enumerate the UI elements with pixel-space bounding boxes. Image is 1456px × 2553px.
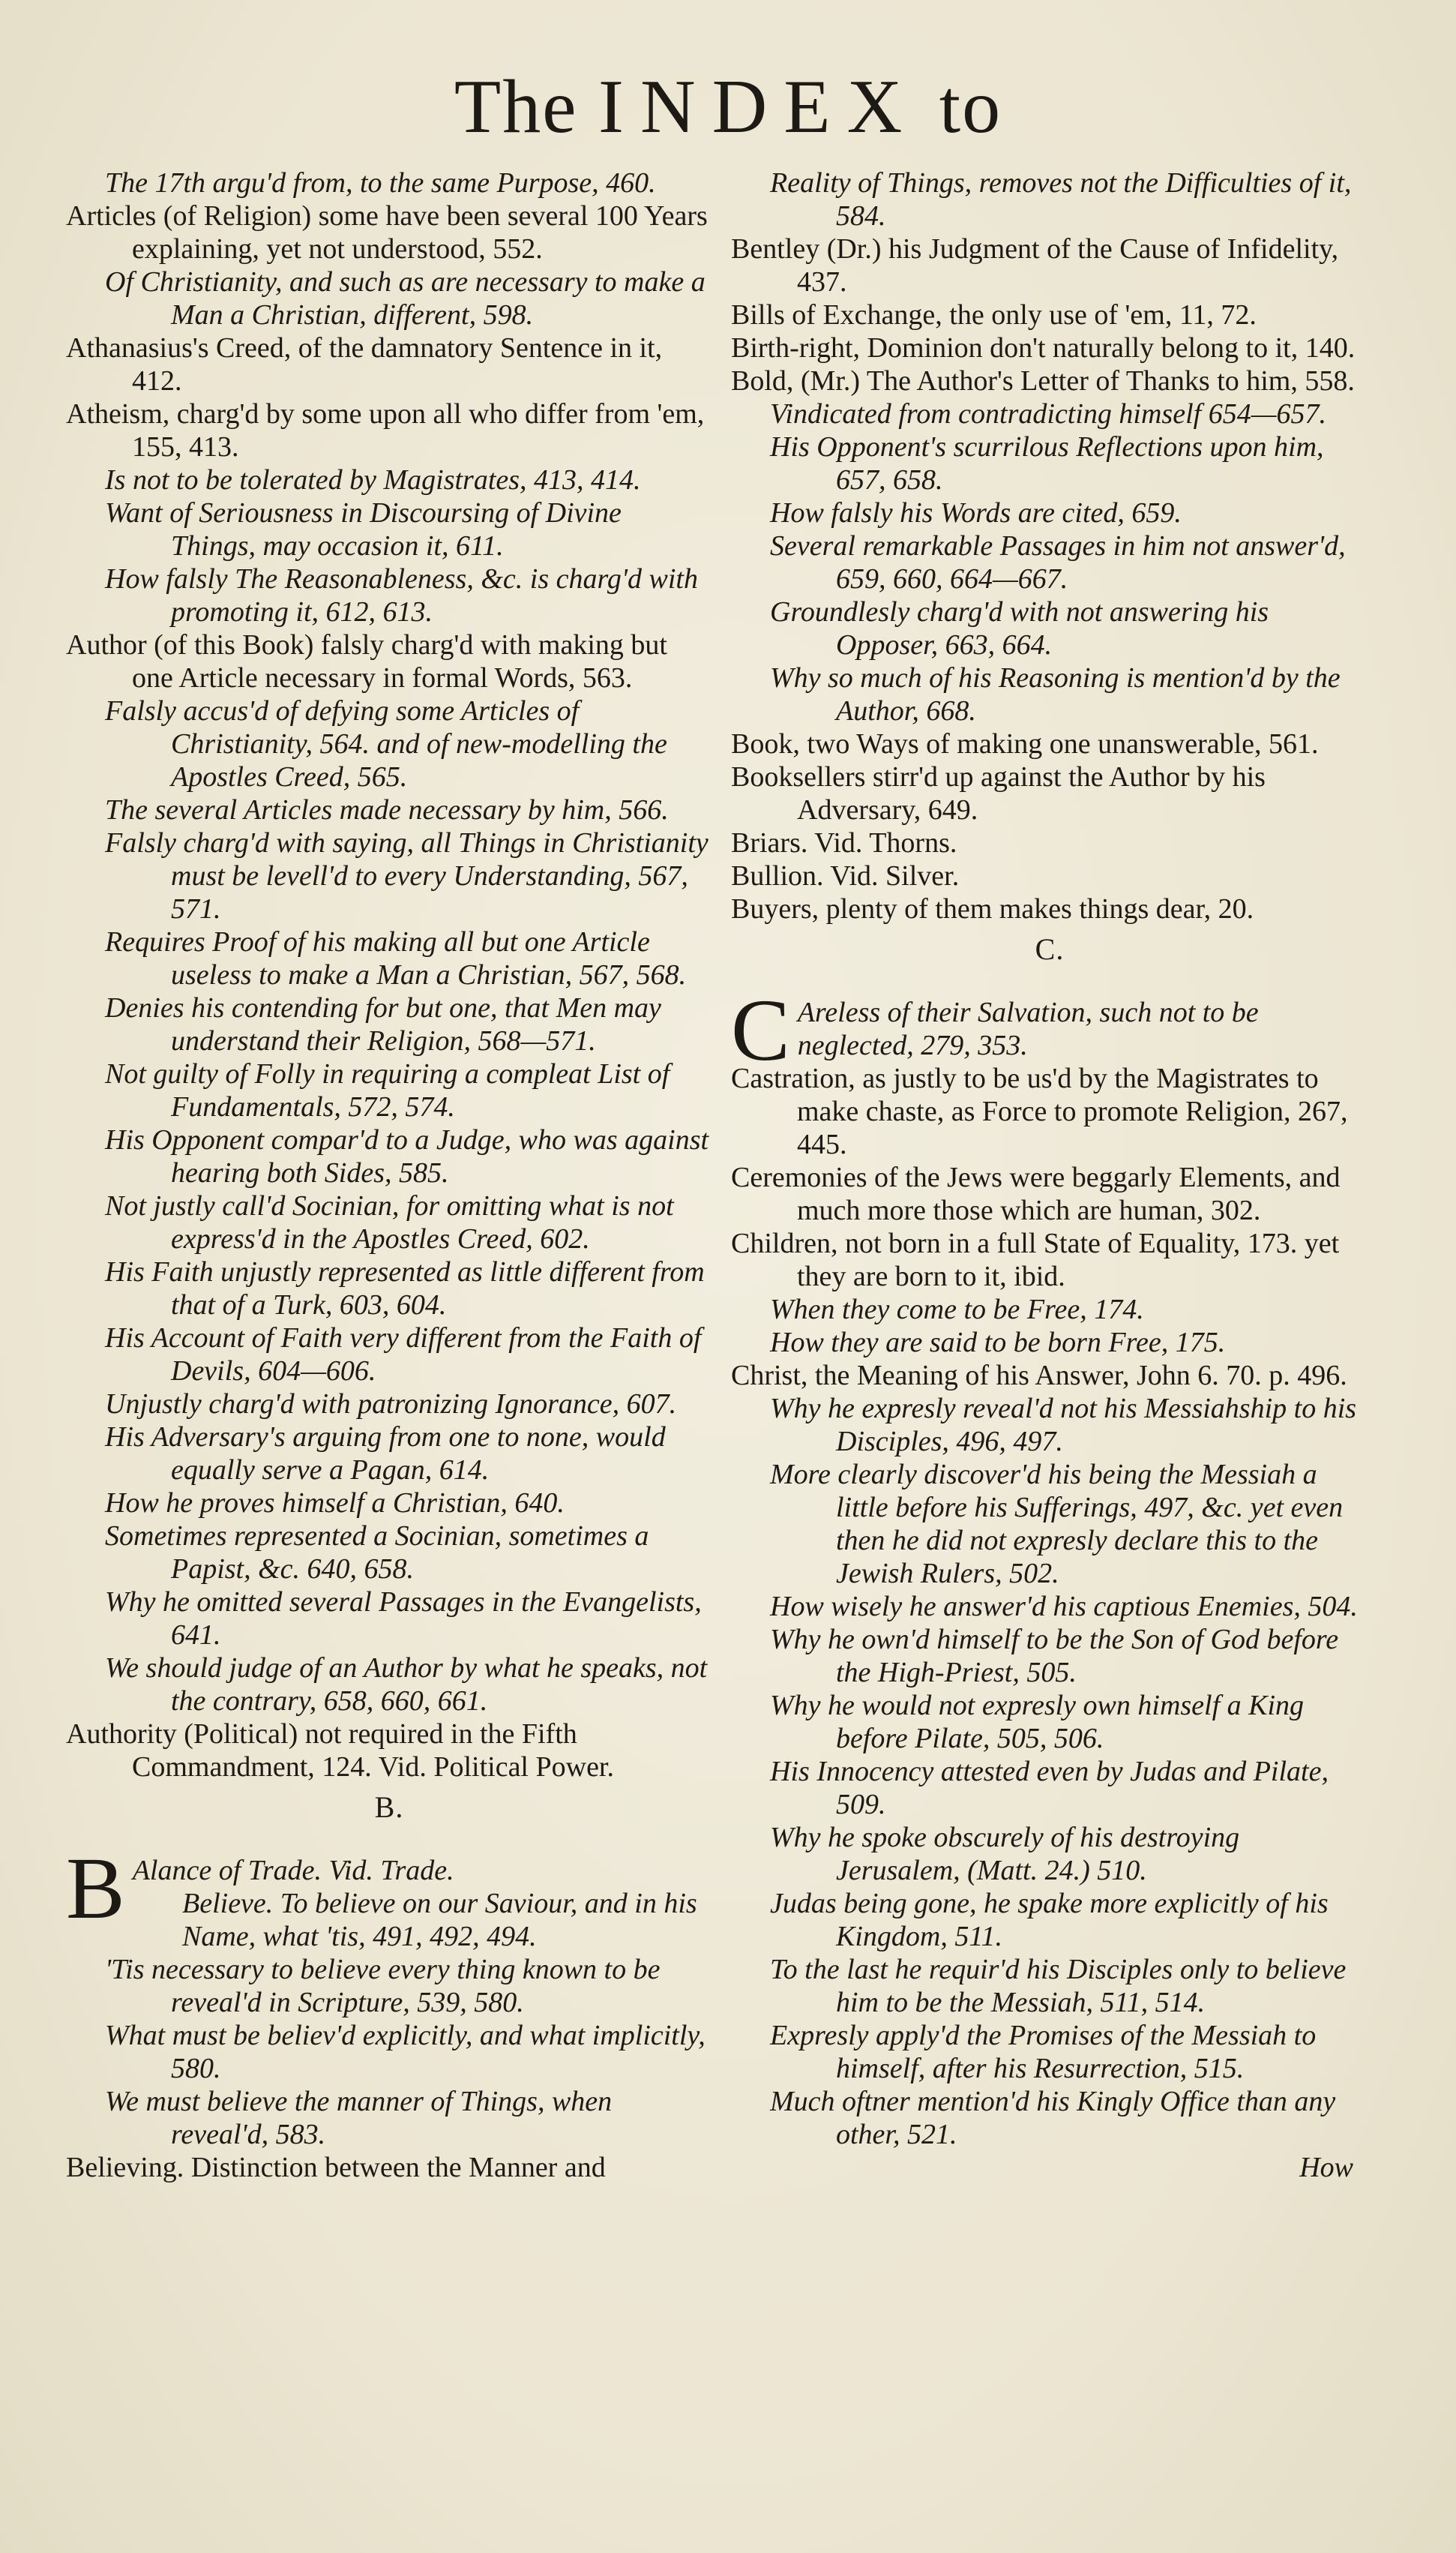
- drop-cap: B: [66, 1839, 125, 1937]
- index-subentry: Groundlesly charg'd with not answering his Opposer, 663, 664.: [770, 596, 1269, 661]
- index-subentry: Falsly charg'd with saying, all Things in Christianity must be levell'd to every Understanding, 567, 571.: [105, 827, 709, 925]
- index-subentry: Not justly call'd Socinian, for omitting what is not express'd in the Apostles Creed, 602.: [105, 1190, 674, 1255]
- index-heading-entry: Book, two Ways of making one unanswerable, 561.: [731, 728, 1319, 760]
- index-subentry: Is not to be tolerated by Magistrates, 413, 414.: [105, 464, 641, 496]
- index-heading-entry: Briars. Vid. Thorns.: [731, 827, 957, 859]
- index-subentry: How falsly The Reasonableness, &c. is charg'd with promoting it, 612, 613.: [105, 563, 698, 628]
- index-heading-entry: Believing. Distinction between the Manner and: [66, 2152, 606, 2183]
- index-heading-entry: Booksellers stirr'd up against the Author by his Adversary, 649.: [731, 761, 1266, 826]
- index-subentry: More clearly discover'd his being the Messiah a little before his Sufferings, 497, &c. yet even then he did not expresly declare this to the Jewish Rulers, 502.: [770, 1459, 1344, 1589]
- index-subentry: Why he spoke obscurely of his destroying Jerusalem, (Matt. 24.) 510.: [770, 1822, 1240, 1886]
- index-heading-entry: Bentley (Dr.) his Judgment of the Cause of Infidelity, 437.: [731, 233, 1339, 298]
- index-subentry: The several Articles made necessary by him, 566.: [105, 794, 669, 826]
- index-heading-entry: Articles (of Religion) some have been several 100 Years explaining, yet not understood, 552.: [66, 200, 708, 265]
- index-heading-entry: Birth-right, Dominion don't naturally belong to it, 140.: [731, 332, 1356, 364]
- title-lead: The: [454, 64, 578, 149]
- index-subentry: 'Tis necessary to believe every thing known to be reveal'd in Scripture, 539, 580.: [105, 1954, 661, 2018]
- index-heading-entry: Bold, (Mr.) The Author's Letter of Thanks to him, 558.: [731, 365, 1355, 397]
- index-heading-entry: Bullion. Vid. Silver.: [731, 860, 960, 892]
- index-subentry: His Opponent's scurrilous Reflections upon him, 657, 658.: [770, 431, 1324, 496]
- section-letter: B.: [374, 1790, 404, 1824]
- index-subentry: Falsly accus'd of defying some Articles of Christianity, 564. and of new-modelling the Apostles Creed, 565.: [105, 695, 667, 793]
- index-subentry: What must be believ'd explicitly, and what implicitly, 580.: [105, 2020, 706, 2084]
- index-subentry: Why he would not expresly own himself a King before Pilate, 505, 506.: [770, 1690, 1305, 1754]
- title-tail: to: [939, 64, 1002, 149]
- right-index-column: [731, 166, 1368, 2184]
- index-subentry: Denies his contending for but one, that Men may understand their Religion, 568—571.: [105, 992, 661, 1057]
- index-subentry: Want of Seriousness in Discoursing of Divine Things, may occasion it, 611.: [105, 497, 622, 562]
- index-subentry: Much oftner mention'd his Kingly Office than any other, 521.: [770, 2086, 1336, 2150]
- index-subentry: How falsly his Words are cited, 659.: [770, 497, 1182, 529]
- index-subentry: His Opponent compar'd to a Judge, who was against hearing both Sides, 585.: [105, 1124, 709, 1189]
- index-subentry: His Account of Faith very different from the Faith of Devils, 604—606.: [105, 1322, 702, 1387]
- index-entry: [731, 981, 1368, 1079]
- index-subentry: Not guilty of Folly in requiring a compleat List of Fundamentals, 572, 574.: [105, 1058, 670, 1123]
- index-subentry: We must believe the manner of Things, when reveal'd, 583.: [105, 2086, 613, 2150]
- left-index-column: [66, 166, 712, 2184]
- index-subentry: Believe. To believe on our Saviour, and in his Name, what 'tis, 491, 492, 494.: [182, 1888, 697, 1952]
- index-subentry: To the last he requir'd his Disciples only to believe him to be the Messiah, 511, 514.: [770, 1954, 1347, 2018]
- index-subentry: How they are said to be born Free, 175.: [770, 1327, 1226, 1358]
- catchword: How: [1299, 2152, 1353, 2183]
- entry-text: Areless of their Salvation, such not to be neglected, 279, 353.: [797, 997, 1259, 1061]
- index-subentry: His Innocency attested even by Judas and Pilate, 509.: [770, 1756, 1329, 1820]
- index-subentry: How wisely he answer'd his captious Enemies, 504.: [770, 1591, 1358, 1622]
- index-heading-entry: Christ, the Meaning of his Answer, John 6. 70. p. 496.: [731, 1360, 1347, 1391]
- index-subentry: Of Christianity, and such as are necessary to make a Man a Christian, different, 598.: [105, 266, 706, 331]
- index-subentry: When they come to be Free, 174.: [770, 1294, 1144, 1325]
- section-letter: C.: [1035, 932, 1065, 966]
- index-heading-entry: Ceremonies of the Jews were beggarly Elements, and much more those which are human, 302.: [731, 1162, 1341, 1226]
- index-subentry: Expresly apply'd the Promises of the Messiah to himself, after his Resurrection, 515.: [770, 2020, 1317, 2084]
- index-subentry: His Adversary's arguing from one to none, would equally serve a Pagan, 614.: [105, 1421, 666, 1486]
- index-subentry: Unjustly charg'd with patronizing Ignorance, 607.: [105, 1388, 677, 1420]
- index-subentry: How he proves himself a Christian, 640.: [105, 1487, 565, 1519]
- index-subentry: Several remarkable Passages in him not answer'd, 659, 660, 664—667.: [770, 530, 1346, 595]
- page-title: [0, 64, 1456, 149]
- index-subentry: Sometimes represented a Socinian, sometimes a Papist, &c. 640, 658.: [105, 1520, 649, 1585]
- title-word: INDEX: [598, 64, 919, 149]
- index-subentry: Why he own'd himself to be the Son of God before the High-Priest, 505.: [770, 1624, 1339, 1688]
- index-subentry: Why so much of his Reasoning is mention'd by the Author, 668.: [770, 662, 1341, 727]
- index-heading-entry: Children, not born in a full State of Equality, 173. yet they are born to it, ibid.: [731, 1228, 1340, 1292]
- entry-text: Alance of Trade. Vid. Trade.: [132, 1855, 454, 1886]
- index-subentry: The 17th argu'd from, to the same Purpose, 460.: [105, 167, 656, 199]
- index-heading-entry: Bills of Exchange, the only use of 'em, 11, 72.: [731, 299, 1257, 331]
- index-heading-entry: Buyers, plenty of them makes things dear, 20.: [731, 893, 1254, 925]
- index-subentry: We should judge of an Author by what he speaks, not the contrary, 658, 660, 661.: [105, 1652, 708, 1717]
- index-subentry: Vindicated from contradicting himself 654—657.: [770, 398, 1326, 430]
- index-subentry: Why he expresly reveal'd not his Messiahship to his Disciples, 496, 497.: [770, 1393, 1357, 1457]
- index-subentry: Reality of Things, removes not the Difficulties of it, 584.: [770, 167, 1352, 232]
- index-subentry: Requires Proof of his making all but one Article useless to make a Man a Christian, 567, 568.: [105, 926, 687, 991]
- index-heading-entry: Atheism, charg'd by some upon all who differ from 'em, 155, 413.: [66, 398, 705, 463]
- index-subentry: Judas being gone, he spake more explicitly of his Kingdom, 511.: [770, 1888, 1329, 1952]
- index-heading-entry: Authority (Political) not required in the Fifth Commandment, 124. Vid. Political Power.: [66, 1718, 614, 1783]
- drop-cap: C: [731, 981, 790, 1079]
- index-heading-entry: Athanasius's Creed, of the damnatory Sentence in it, 412.: [66, 332, 663, 397]
- index-subentry: Why he omitted several Passages in the Evangelists, 641.: [105, 1586, 702, 1651]
- index-heading-entry: Author (of this Book) falsly charg'd with making but one Article necessary in formal Words, 563.: [66, 629, 667, 694]
- index-subentry: His Faith unjustly represented as little different from that of a Turk, 603, 604.: [105, 1256, 705, 1321]
- index-heading-entry: Castration, as justly to be us'd by the Magistrates to make chaste, as Force to promote Religion, 267, 445.: [731, 1063, 1348, 1160]
